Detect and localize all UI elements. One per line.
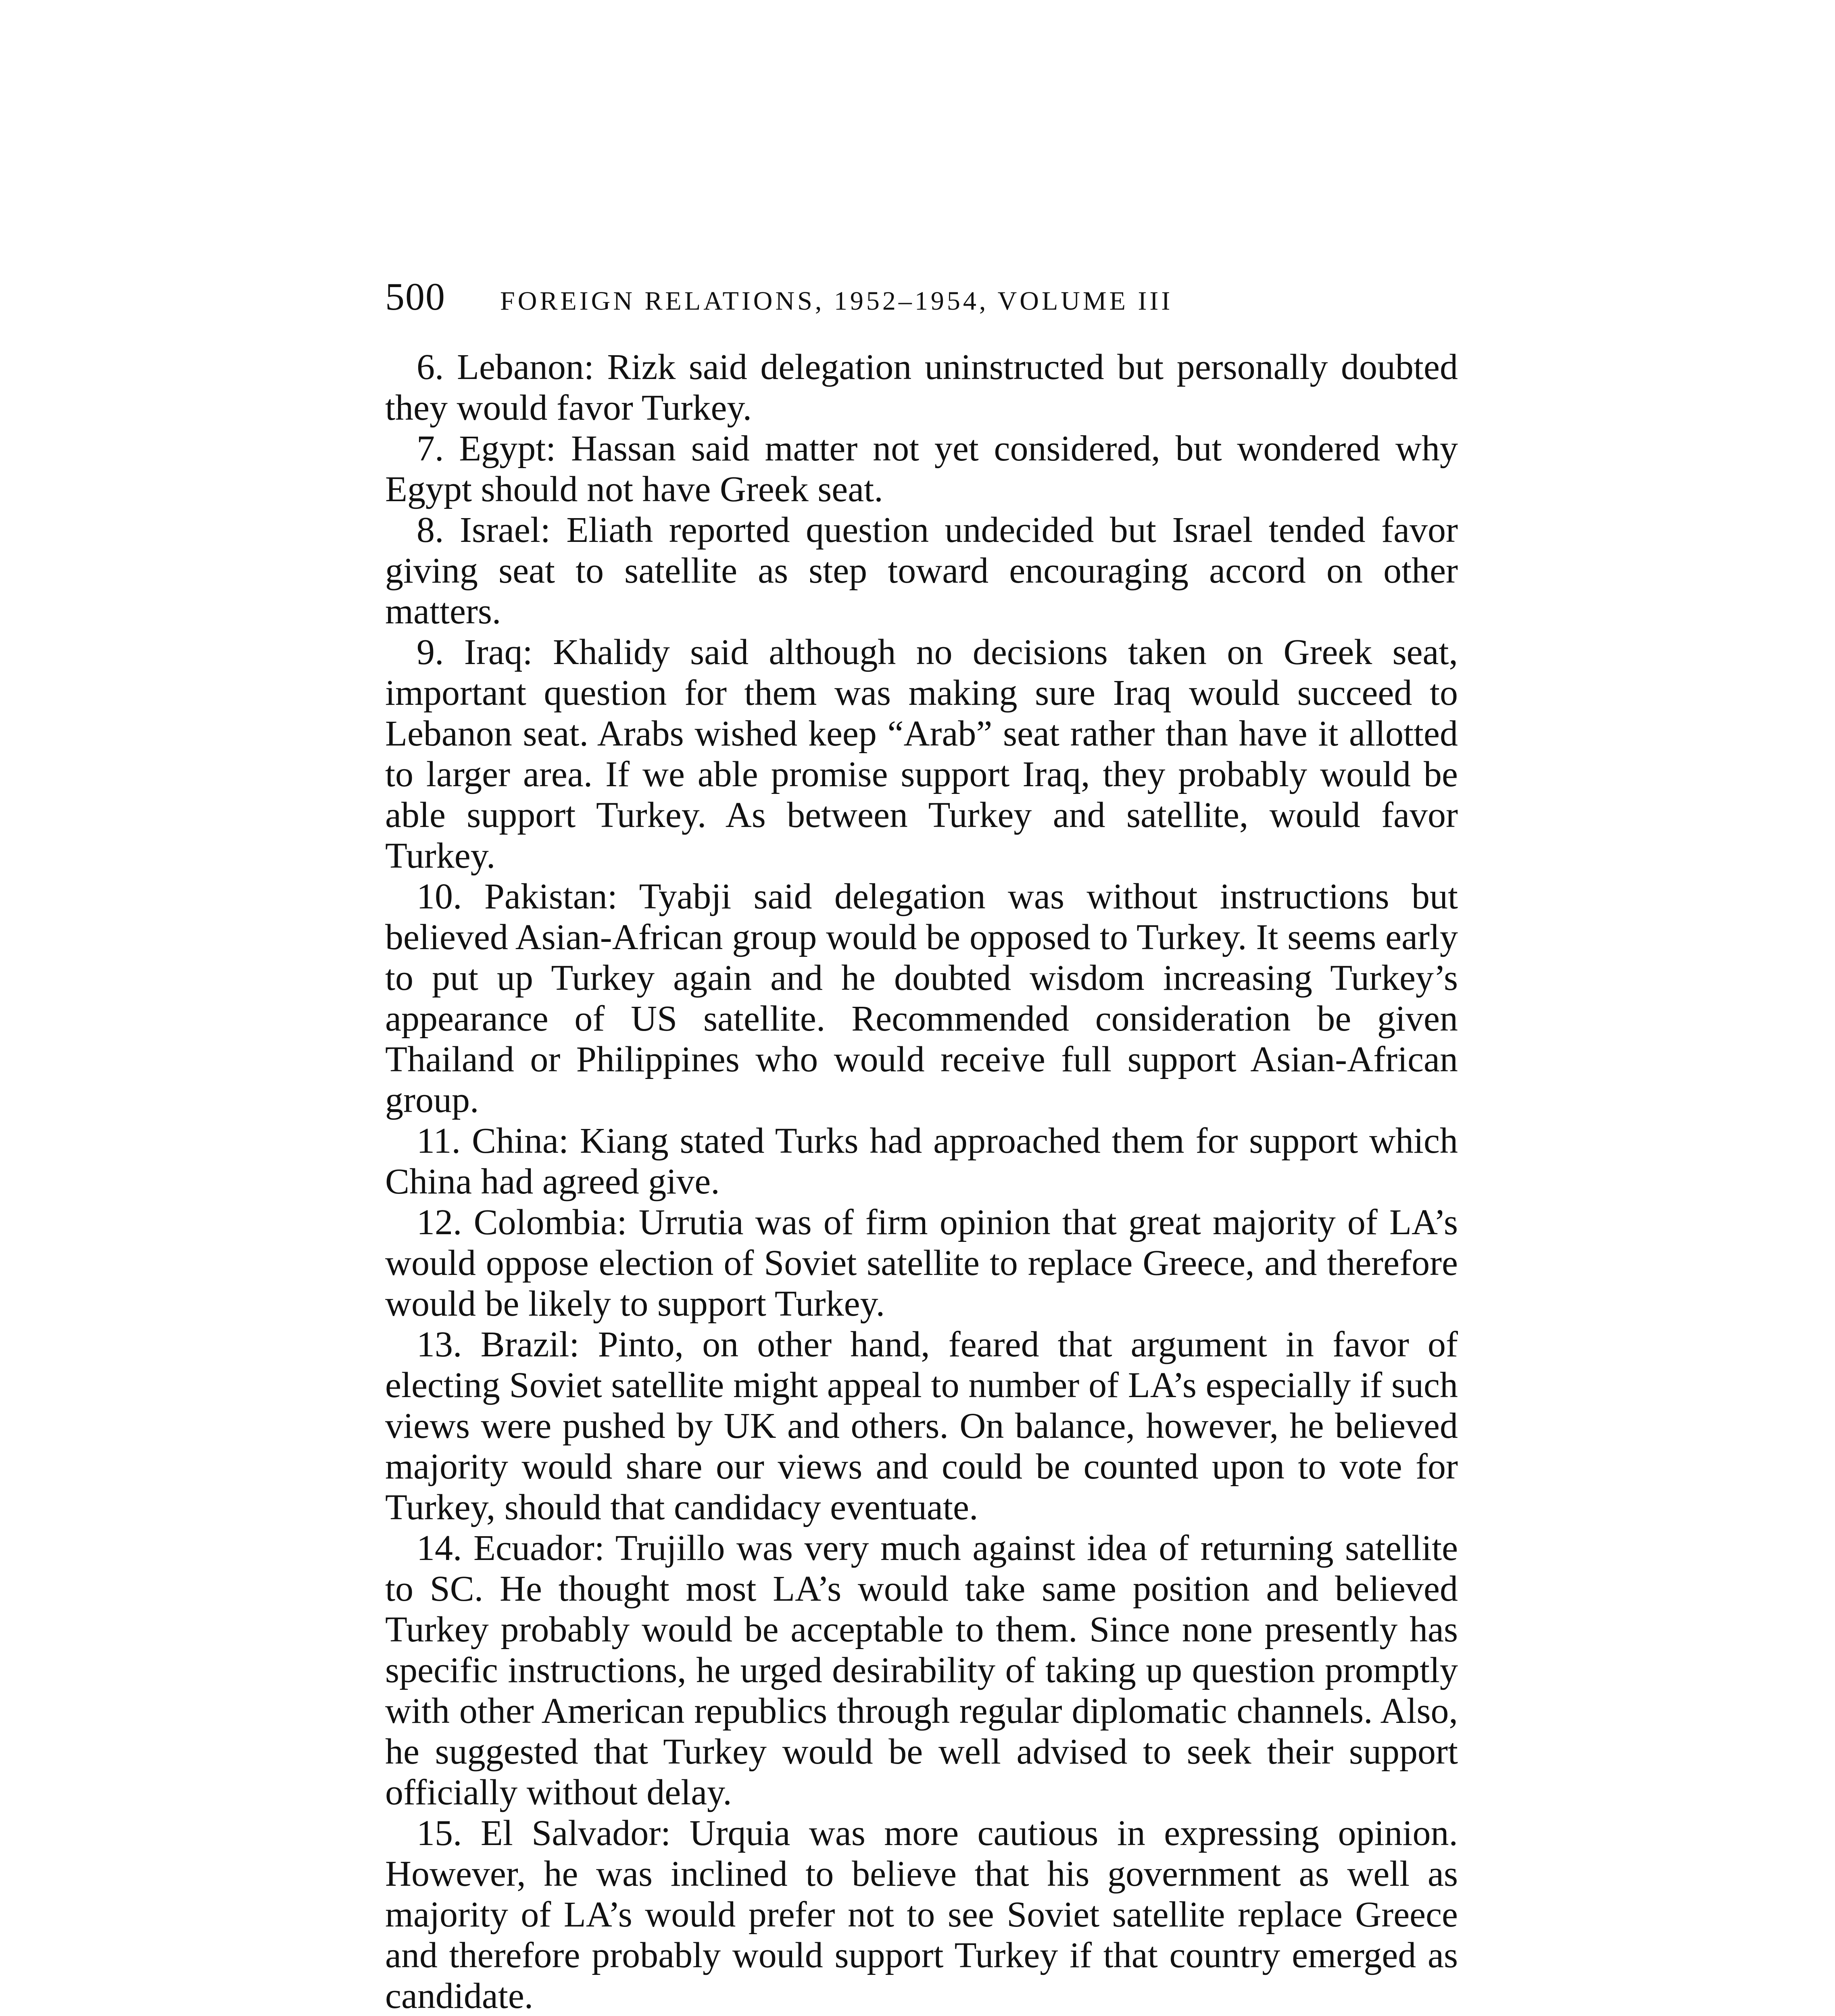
paragraph-text: Urrutia was of firm opinion that great majority of LA’s would oppose election of Soviet satellite to replace Greece, and therefore would be likely to support Turkey.	[385, 1202, 1458, 1324]
running-head: FOREIGN RELATIONS, 1952–1954, VOLUME III	[500, 286, 1173, 316]
paragraph-egypt	[385, 428, 1458, 510]
paragraph-text: Tyabji said delegation was without instructions but believed Asian-African group would be opposed to Turkey. It seems early to put up Turkey again and he doubted wisdom increasing Turkey’s appearance of US satellite. Recommended consideration be given Thailand or Philippines who would receive full support Asian-African group.	[385, 877, 1458, 1120]
paragraph-number: 12.	[417, 1202, 462, 1242]
country-name: Lebanon:	[457, 347, 594, 387]
paragraph-number: 11.	[417, 1121, 461, 1161]
paragraph-text: Hassan said matter not yet considered, but wondered why Egypt should not have Greek seat.	[385, 429, 1458, 509]
paragraph-number: 13.	[417, 1325, 462, 1364]
paragraph-israel	[385, 510, 1458, 632]
paragraph-number: 15.	[417, 1813, 462, 1853]
paragraph-china	[385, 1120, 1458, 1202]
paragraph-number: 7.	[417, 429, 444, 469]
country-name: Pakistan:	[484, 877, 617, 916]
paragraph-iraq	[385, 632, 1458, 876]
paragraph-text: Khalidy said although no decisions taken on Greek seat, important question for them was making sure Iraq would succeed to Lebanon seat. Arabs wished keep “Arab” seat rather than have it allotted to larger area. If we able promise support Iraq, they probably would be able support Turkey. As between Turkey and satellite, would favor Turkey.	[385, 632, 1458, 876]
country-name: Ecuador:	[473, 1528, 605, 1568]
country-name: Egypt:	[459, 429, 556, 469]
paragraph-text: Kiang stated Turks had approached them for support which China had agreed give.	[385, 1121, 1458, 1202]
paragraph-brazil	[385, 1324, 1458, 1528]
country-name: Brazil:	[480, 1325, 580, 1364]
paragraph-colombia	[385, 1202, 1458, 1324]
body-text	[385, 347, 1458, 2016]
paragraph-text: Pinto, on other hand, feared that argument in favor of electing Soviet satellite might appeal to number of LA’s especially if such views were pushed by UK and others. On balance, however, he believed majority would share our views and could be counted upon to vote for Turkey, should that candidacy eventuate.	[385, 1325, 1458, 1527]
paragraph-number: 9.	[417, 632, 444, 672]
paragraph-text: Trujillo was very much against idea of returning satellite to SC. He thought most LA’s would take same position and believed Turkey probably would be acceptable to them. Since none presently has specific instructions, he urged desirability of taking up question promptly with other American republics through regular diplomatic channels. Also, he suggested that Turkey would be well advised to seek their support officially without delay.	[385, 1528, 1458, 1812]
country-name: China:	[472, 1121, 569, 1161]
paragraph-el-salvador	[385, 1813, 1458, 2016]
paragraph-text: Eliath reported question undecided but Israel tended favor giving seat to satellite as step toward encouraging accord on other matters.	[385, 510, 1458, 631]
page-header	[385, 274, 1454, 319]
paragraph-text: Urquia was more cautious in expressing opinion. However, he was inclined to believe that his government as well as majority of LA’s would prefer not to see Soviet satellite replace Greece and therefore probably would support Turkey if that country emerged as candidate.	[385, 1813, 1458, 2016]
paragraph-number: 14.	[417, 1528, 462, 1568]
paragraph-text: Rizk said delegation uninstructed but personally doubted they would favor Turkey.	[385, 347, 1458, 428]
country-name: Iraq:	[464, 632, 533, 672]
country-name: Colombia:	[473, 1202, 627, 1242]
country-name: Israel:	[459, 510, 550, 550]
country-name: El Salvador:	[480, 1813, 671, 1853]
paragraph-number: 8.	[417, 510, 444, 550]
paragraph-number: 6.	[417, 347, 444, 387]
paragraph-lebanon	[385, 347, 1458, 428]
paragraph-pakistan	[385, 876, 1458, 1120]
paragraph-ecuador	[385, 1528, 1458, 1813]
paragraph-number: 10.	[417, 877, 462, 916]
page-number: 500	[385, 275, 446, 318]
